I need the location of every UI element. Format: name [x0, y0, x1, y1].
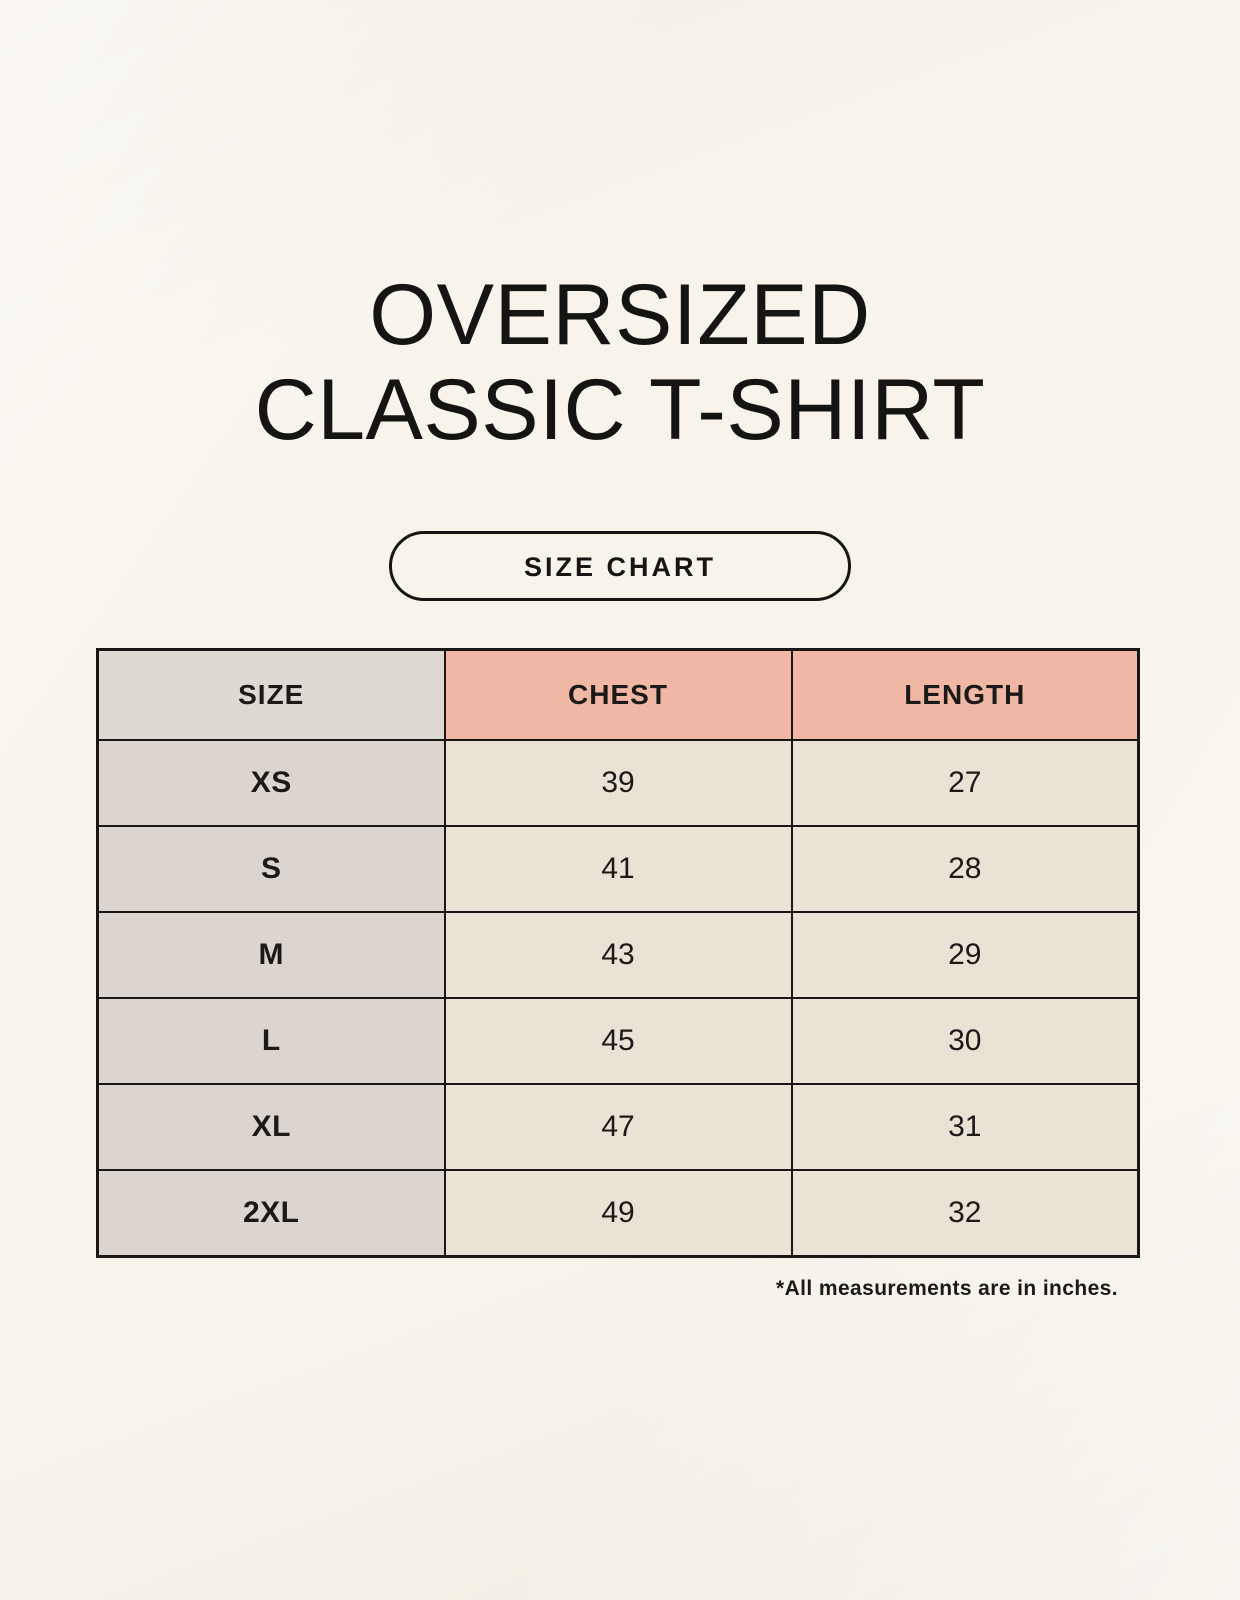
table-row: [98, 998, 1139, 1084]
size-chart-button[interactable]: SIZE CHART: [389, 531, 851, 601]
table-row: [98, 826, 1139, 912]
length-cell: 27: [792, 740, 1139, 826]
product-title-line1: OVERSIZED: [369, 267, 871, 363]
chest-cell: 47: [445, 1084, 792, 1170]
product-title: [0, 268, 1240, 458]
size-cell: M: [98, 912, 445, 998]
chest-cell: 41: [445, 826, 792, 912]
size-cell: L: [98, 998, 445, 1084]
column-header-size: SIZE: [98, 650, 445, 741]
table-row: [98, 1170, 1139, 1257]
chest-cell: 49: [445, 1170, 792, 1257]
length-cell: 32: [792, 1170, 1139, 1257]
size-table: [96, 648, 1140, 1258]
size-table-header: [98, 650, 1139, 741]
product-title-line2: CLASSIC T-SHIRT: [254, 362, 986, 458]
size-table-body: [98, 740, 1139, 1257]
length-cell: 28: [792, 826, 1139, 912]
column-header-length: LENGTH: [792, 650, 1139, 741]
header-row: [98, 650, 1139, 741]
size-cell: S: [98, 826, 445, 912]
size-cell: 2XL: [98, 1170, 445, 1257]
length-cell: 30: [792, 998, 1139, 1084]
table-row: [98, 1084, 1139, 1170]
table-row: [98, 912, 1139, 998]
size-chart-button-row: [0, 531, 1240, 601]
measurements-footnote: *All measurements are in inches.: [776, 1277, 1118, 1300]
column-header-chest: CHEST: [445, 650, 792, 741]
size-cell: XS: [98, 740, 445, 826]
table-row: [98, 740, 1139, 826]
chest-cell: 43: [445, 912, 792, 998]
chest-cell: 39: [445, 740, 792, 826]
length-cell: 31: [792, 1084, 1139, 1170]
chest-cell: 45: [445, 998, 792, 1084]
length-cell: 29: [792, 912, 1139, 998]
size-cell: XL: [98, 1084, 445, 1170]
